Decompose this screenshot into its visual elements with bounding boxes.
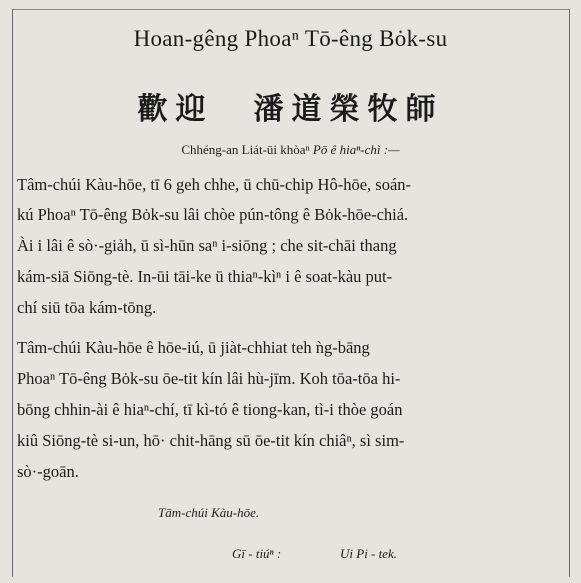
paragraph-2-line: sò·-goān. [17, 462, 79, 481]
secretary-name: Ui Pi - tek. [340, 546, 398, 561]
chinese-headline-name: 潘道榮牧師 [253, 92, 444, 127]
salutation-normal: Chhéng-an Liát-ūi khòaⁿ [181, 142, 310, 157]
salutation [0, 142, 581, 158]
paragraph-2-line: Phoaⁿ Tō-êng Bȯk-su ōe-tit kín lâi hù-jīm. Koh tōa-tōa hi- [17, 369, 401, 388]
secretary-label: Gī - tiúⁿ : [232, 546, 282, 561]
paragraph-1-line: chí siū tōa kám-tōng. [17, 298, 157, 317]
paragraph-1-line: kám-siā Siōng-tè. In-ūi tāi-ke ū thiaⁿ-kìⁿ i ê soat-kàu put- [17, 267, 393, 286]
article-title: Hoan-gêng Phoaⁿ Tō-êng Bȯk-su [133, 26, 448, 51]
paragraph-2-line: bōng chhin-ài ê hiaⁿ-chí, tī kì-tó ê tiong-kan, tì-i thòe goán [17, 400, 403, 419]
paragraph-1-line: kú Phoaⁿ Tō-êng Bȯk-su lâi chòe pún-tông ê Bȯk-hōe-chiá. [17, 205, 409, 224]
church-signature: Tām-chúi Kàu-hōe. [158, 505, 260, 520]
paragraph-1-line: Ài i lâi ê sò·-giảh, ū sì-hūn saⁿ i-siōng ; che sit-chāi thang [17, 236, 397, 255]
salutation-italic: Pō ê hiaⁿ-chì :— [312, 142, 400, 157]
paragraph-2-line: kiû Siōng-tè si-un, hō· chit-hāng sū ōe-tit kín chiâⁿ, sì sim- [17, 431, 405, 450]
paragraph-1-line: Tâm-chúi Kàu-hōe, tī 6 geh chhe, ū chū-chip Hô-hōe, soán- [17, 175, 412, 194]
paragraph-2-line: Tâm-chúi Kàu-hōe ê hōe-iú, ū jiàt-chhiat teh ǹg-bāng [17, 338, 370, 357]
chinese-headline [0, 84, 581, 128]
chinese-headline-welcome: 歡迎 [137, 92, 214, 127]
